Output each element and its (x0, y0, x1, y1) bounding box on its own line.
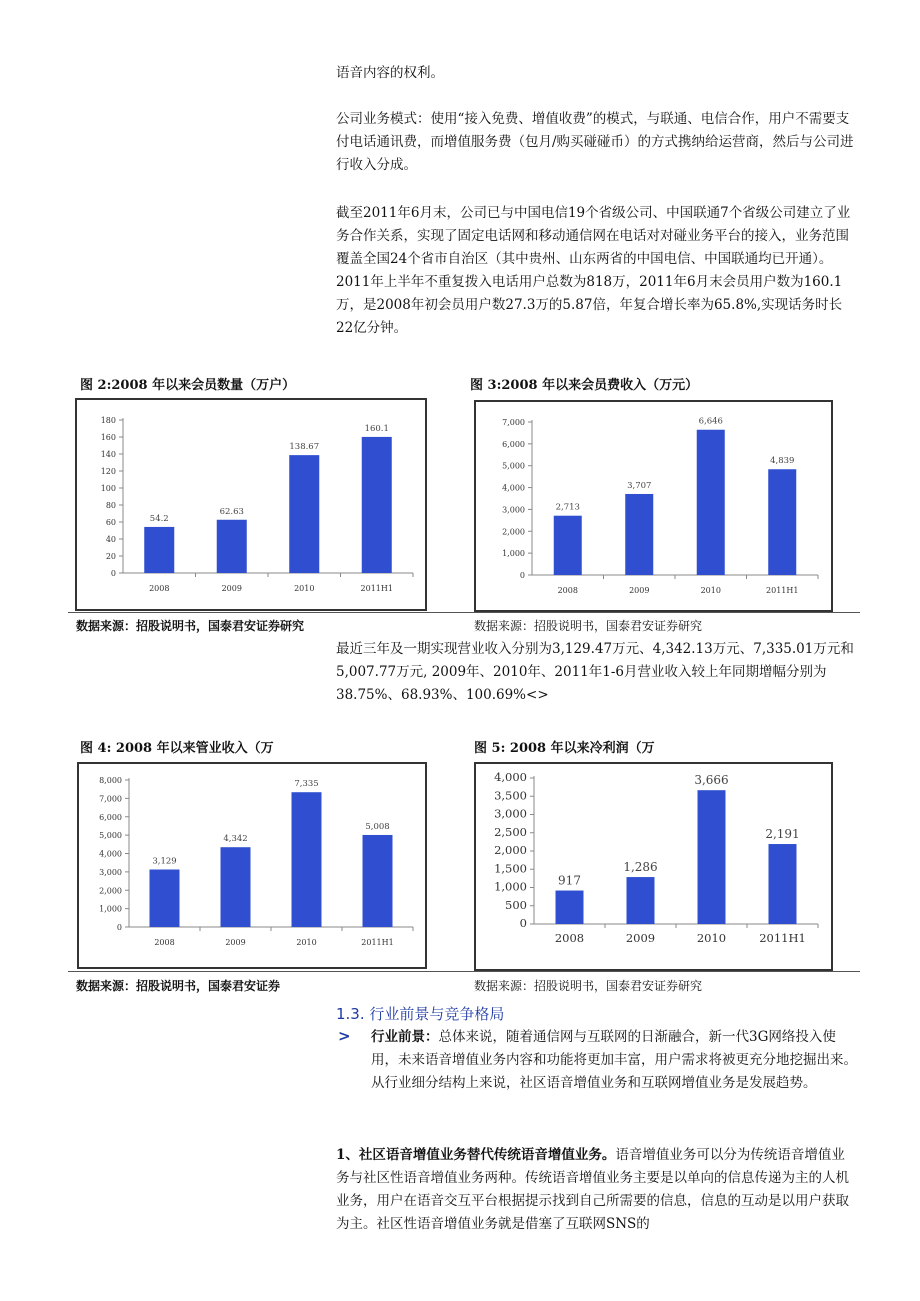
paragraph-revenue: 最近三年及一期实现营业收入分别为3,129.47万元、4,342.13万元、7,335.01万元和5,007.77万元, 2009年、2010年、2011年1-6月营业收入较上年同期增幅分别为38.75%、68.93%、100.69%<> (336, 641, 854, 703)
paragraph-intro: 语音内容的权利。 (336, 65, 444, 81)
bullet-lead: 行业前景： (371, 1029, 439, 1045)
bar-value-label: 917 (558, 873, 581, 888)
bar (289, 455, 319, 573)
y-tick-label: 0 (110, 569, 116, 578)
y-tick-label: 5,000 (502, 461, 525, 471)
bar-value-label: 4,342 (223, 834, 248, 845)
bullet-arrow-icon: > (338, 1027, 351, 1045)
y-tick-label: 100 (100, 484, 116, 493)
y-tick-label: 60 (105, 518, 116, 527)
paragraph-partnerships: 截至2011年6月末，公司已与中国电信19个省级公司、中国联通7个省级公司建立了业务合作关系，实现了固定电话网和移动通信网在电话对对碰业务平台的接入，业务范围覆盖全国24个省市自治区（其中贵州、山东两省的中国电信、中国联通均已开通）。2011年上半年不重复拨入电话用户总数为818万，2011年6月末会员用户数为160.1万，是2008年初会员用户数27.3万的5.87倍，年复合增长率为65.8%,实现话务时长22亿分钟。 (336, 205, 851, 336)
y-tick-label: 7,000 (502, 418, 525, 427)
y-tick-label: 80 (105, 501, 116, 510)
chart-member-fee-revenue (476, 402, 831, 610)
y-tick-label: 2,500 (494, 824, 527, 839)
x-tick-label: 2009 (629, 586, 650, 595)
bar (768, 469, 796, 575)
y-tick-label: 0 (519, 916, 527, 930)
bar-value-label: 2,191 (765, 827, 800, 842)
bar-value-label: 62.63 (219, 506, 244, 517)
paragraph-community-voice (336, 1144, 856, 1236)
chart-frame-fig5 (474, 762, 833, 971)
bar (150, 870, 180, 927)
bar-value-label: 160.1 (364, 423, 389, 434)
y-tick-label: 6,000 (99, 812, 122, 822)
y-tick-label: 4,000 (99, 849, 122, 859)
figure-3-title: 图 3:2008 年以来会员费收入（万元） (470, 378, 699, 393)
bar (292, 792, 322, 927)
bar (769, 844, 797, 924)
x-tick-label: 2010 (296, 938, 317, 947)
bar (217, 520, 247, 573)
y-tick-label: 1,000 (494, 879, 527, 894)
bar-value-label: 3,129 (152, 856, 177, 867)
source-note-fig2: 数据来源：招股说明书，国泰君安证券研究 (76, 619, 305, 633)
x-tick-label: 2010 (700, 586, 721, 595)
paragraph-body: 语音增值业务可以分为传统语音增值业务与社区性语音增值业务两种。传统语音增值业务主要是以单向的信息传递为主的人机业务，用户在语音交互平台根据提示找到自己所需要的信息，信息的互动是以用户获取为主。社区性语音增值业务就是借塞了互联网SNS的 (336, 1147, 849, 1232)
y-tick-label: 1,500 (494, 861, 527, 876)
bullet-body: 总体来说，随着通信网与互联网的日渐融合，新一代3G网络投入使用，未来语音增值业务内容和功能将更加丰富，用户需求将被更充分地挖掘出来。从行业细分结构上来说，社区语音增值业务和互联网增值业务是发展趋势。 (371, 1029, 857, 1091)
x-tick-label: 2011H1 (361, 938, 394, 947)
figure-4-title: 图 4: 2008 年以来管业收入（万 (80, 741, 274, 756)
y-tick-label: 4,000 (502, 483, 525, 493)
x-tick-label: 2008 (554, 931, 585, 945)
y-tick-label: 5,000 (99, 831, 122, 841)
y-tick-label: 4,000 (494, 770, 527, 784)
y-tick-label: 20 (105, 552, 116, 561)
x-tick-label: 2008 (154, 938, 175, 947)
y-tick-label: 160 (100, 433, 116, 442)
y-tick-label: 0 (519, 571, 525, 580)
bar-value-label: 3,666 (694, 773, 729, 788)
source-rule-row1 (68, 612, 860, 613)
x-tick-label: 2008 (149, 584, 170, 593)
chart-operating-revenue (79, 764, 425, 967)
y-tick-label: 0 (116, 923, 122, 932)
figure-5-title: 图 5: 2008 年以来冷利润（万 (474, 741, 655, 756)
source-note-fig4: 数据来源：招股说明书，国泰君安证券 (76, 979, 281, 993)
y-tick-label: 1,000 (99, 904, 122, 914)
y-tick-label: 1,000 (502, 549, 525, 559)
bar (144, 527, 174, 573)
bar-value-label: 5,008 (365, 821, 390, 832)
x-tick-label: 2009 (625, 931, 656, 945)
x-tick-label: 2010 (294, 584, 315, 593)
y-tick-label: 2,000 (502, 527, 525, 537)
bar-value-label: 6,646 (698, 416, 723, 427)
bar (363, 835, 393, 927)
y-tick-label: 3,000 (99, 867, 122, 877)
y-tick-label: 500 (505, 897, 527, 912)
x-tick-label: 2011H1 (759, 931, 806, 945)
bar (556, 891, 584, 924)
y-tick-label: 6,000 (502, 439, 525, 449)
y-tick-label: 3,000 (502, 505, 525, 515)
source-rule-row2 (68, 971, 860, 972)
bar-value-label: 4,839 (770, 456, 795, 467)
bar-value-label: 1,286 (623, 860, 658, 875)
y-tick-label: 180 (100, 416, 116, 425)
y-tick-label: 7,000 (99, 794, 122, 804)
y-tick-label: 2,000 (99, 886, 122, 896)
paragraph-business-model: 公司业务模式：使用“接入免费、增值收费”的模式，与联通、电信合作，用户不需要支付电话通讯费，而增值服务费（包月/购买碰碰币）的方式携纳给运营商，然后与公司进行收入分成。 (336, 111, 854, 173)
y-tick-label: 2,000 (494, 843, 527, 857)
bar (362, 437, 392, 573)
bar (625, 494, 653, 575)
bar (697, 430, 725, 575)
bar-value-label: 2,713 (555, 502, 580, 513)
x-tick-label: 2009 (225, 938, 246, 947)
chart-frame-fig3 (474, 400, 833, 612)
bar (698, 790, 726, 924)
x-tick-label: 2011H1 (360, 584, 393, 593)
bar-value-label: 54.2 (149, 513, 169, 524)
bar-value-label: 7,335 (294, 779, 319, 790)
chart-member-count (77, 400, 425, 609)
x-tick-label: 2010 (696, 931, 727, 945)
source-note-fig5: 数据来源：招股说明书，国泰君安证券研究 (474, 979, 703, 993)
x-tick-label: 2009 (221, 584, 242, 593)
bar (554, 516, 582, 575)
section-heading: 1.3. 行业前景与竞争格局 (336, 1005, 505, 1023)
bar (627, 877, 655, 924)
y-tick-label: 140 (100, 450, 116, 459)
y-tick-label: 8,000 (99, 776, 122, 785)
bullet-industry-outlook (371, 1026, 858, 1095)
bar (221, 847, 251, 927)
source-note-fig3: 数据来源：招股说明书，国泰君安证券研究 (474, 619, 703, 633)
chart-frame-fig2 (75, 398, 427, 611)
x-tick-label: 2008 (557, 586, 578, 595)
paragraph-lead: 1、社区语音增值业务替代传统语音增值业务。 (336, 1147, 616, 1163)
chart-frame-fig4 (77, 762, 427, 969)
y-tick-label: 3,000 (494, 806, 527, 821)
x-tick-label: 2011H1 (766, 586, 799, 595)
y-tick-label: 120 (100, 467, 116, 476)
y-tick-label: 40 (105, 535, 116, 544)
chart-net-profit (476, 764, 831, 969)
bar-value-label: 138.67 (289, 442, 320, 453)
figure-2-title: 图 2:2008 年以来会员数量（万户） (80, 378, 296, 393)
bar-value-label: 3,707 (627, 480, 652, 491)
y-tick-label: 3,500 (494, 788, 527, 803)
